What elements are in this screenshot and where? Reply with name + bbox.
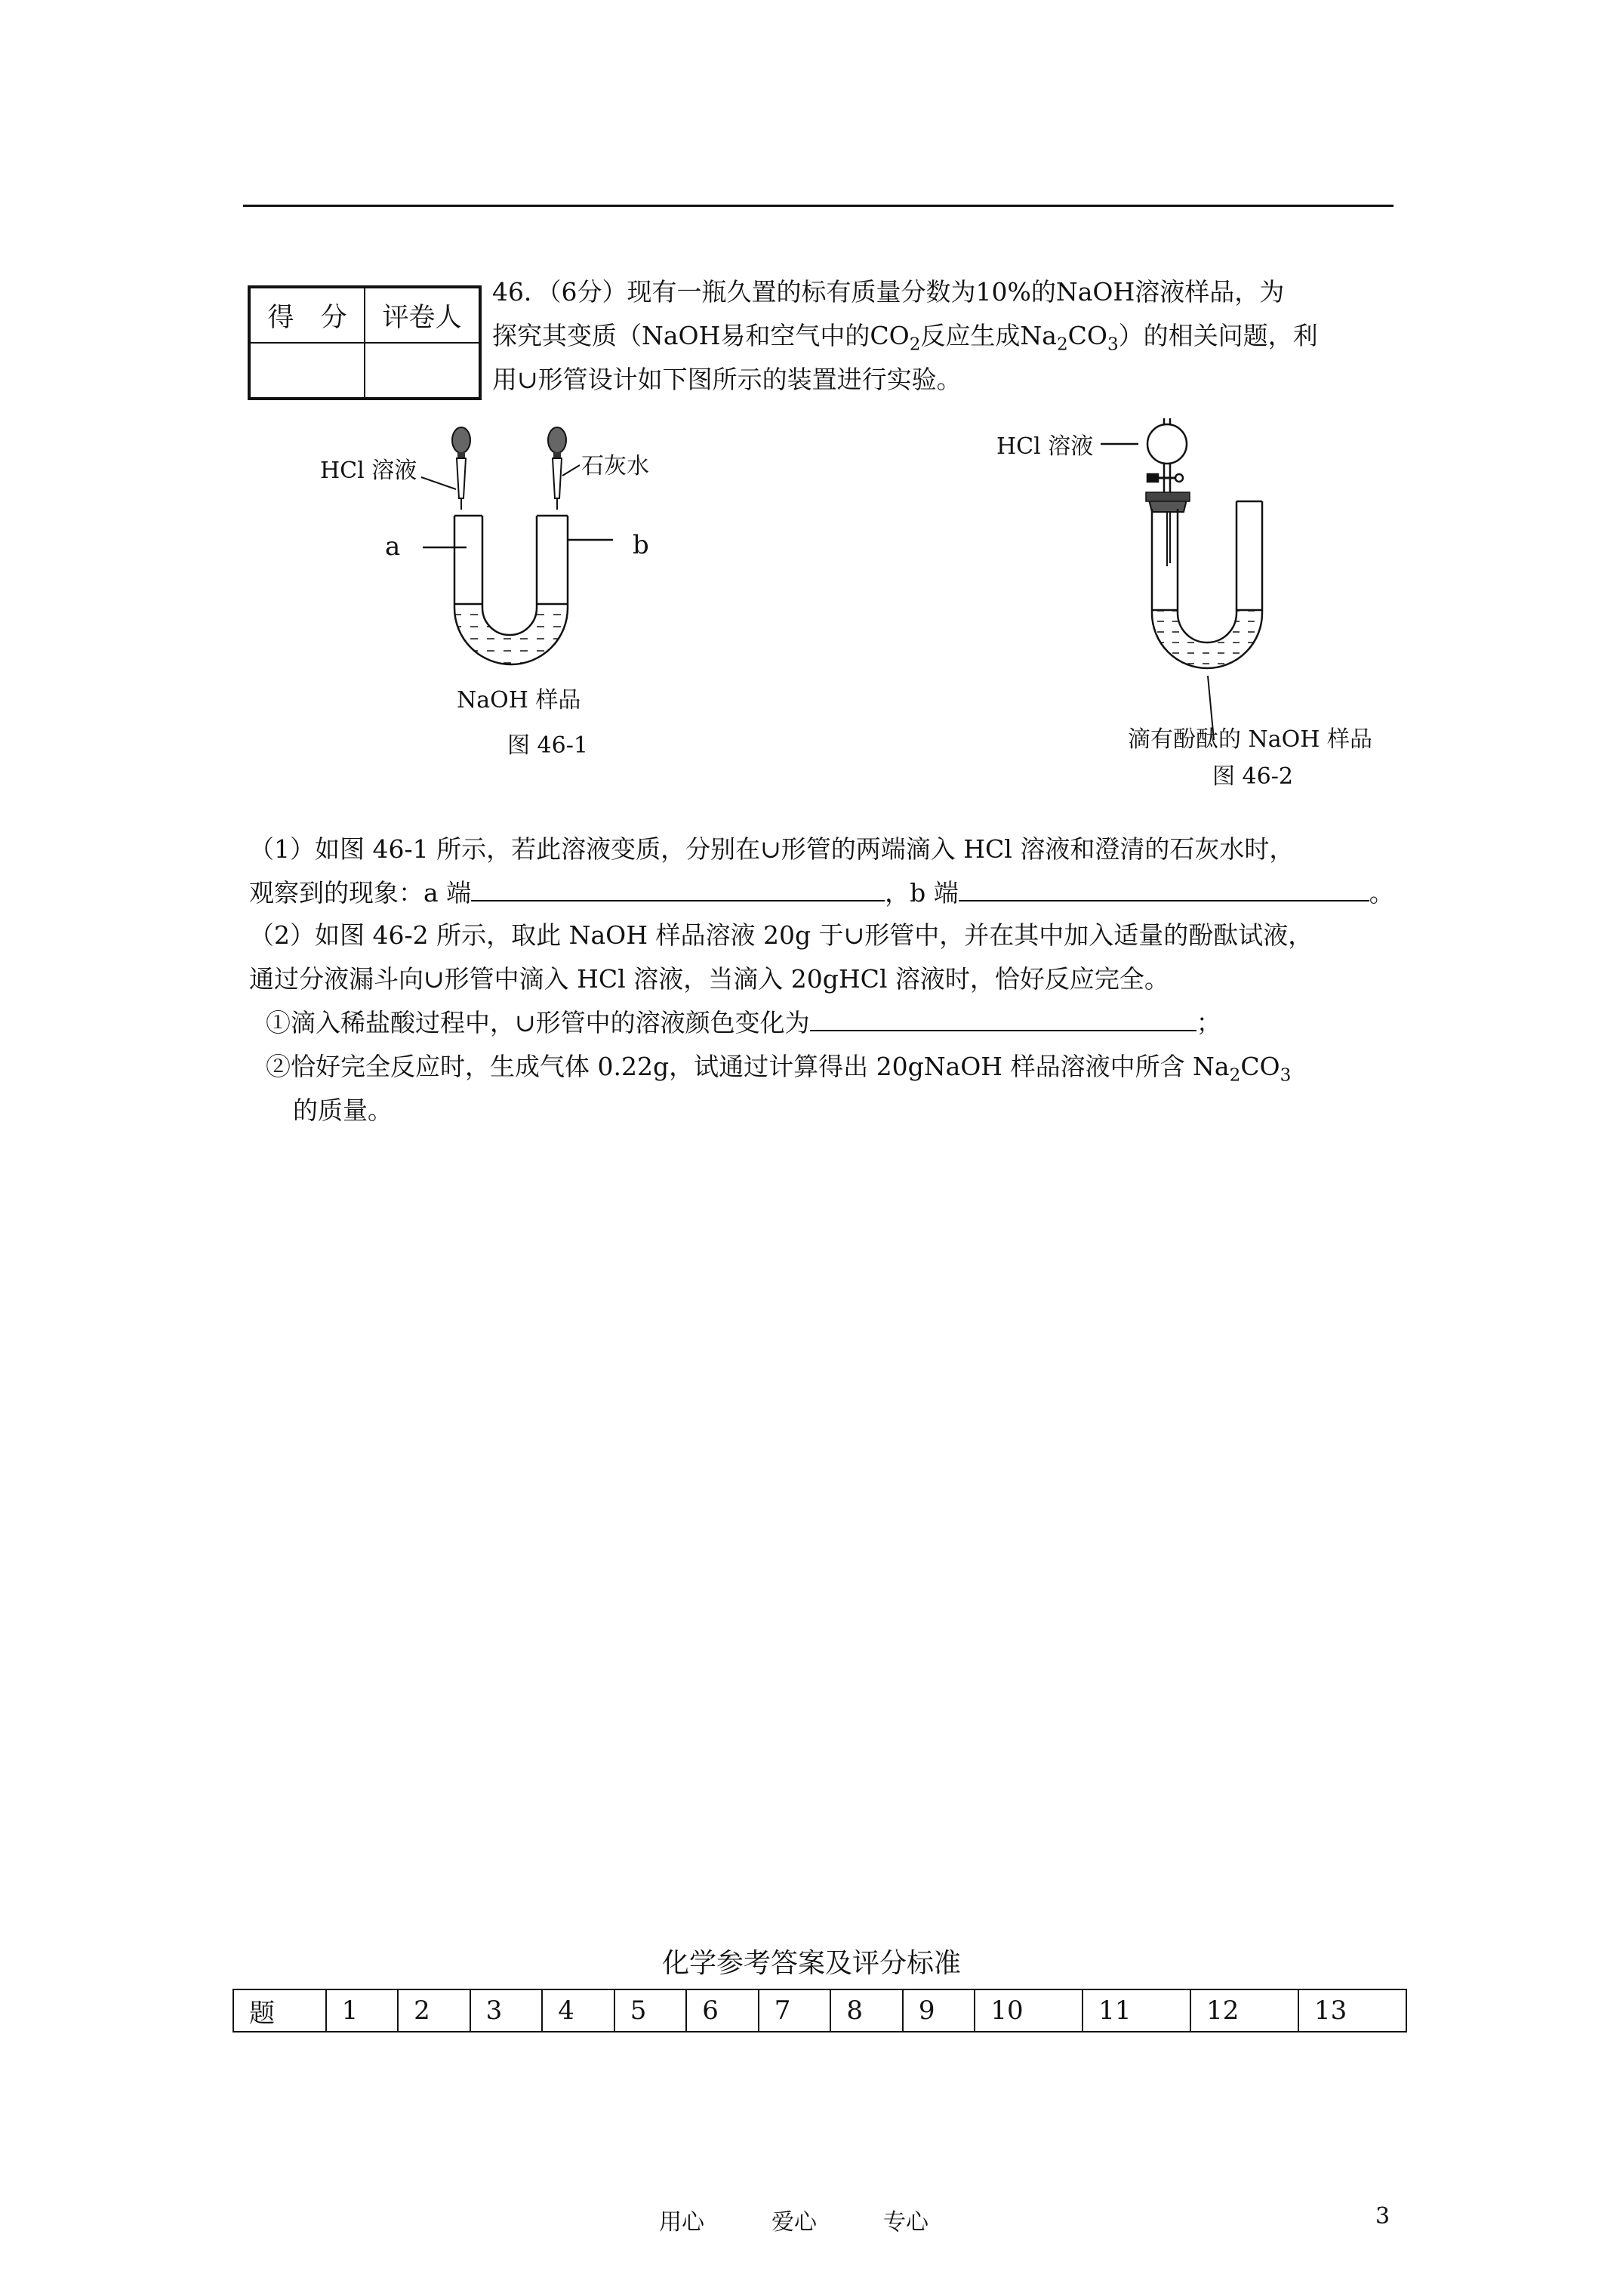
fig1-hcl-label: HCl 溶液: [320, 458, 417, 484]
answer-table-cell: 6: [686, 1989, 759, 2032]
answer-blank-color[interactable]: [810, 1006, 1196, 1031]
grader-label: 评卷人: [365, 287, 480, 343]
part1-line-1: （1）如图 46-1 所示，若此溶液变质，分别在∪形管的两端滴入 HCl 溶液和澄清的石灰水时，: [249, 834, 1295, 864]
header-rule: [243, 205, 1394, 207]
answer-table: [233, 1989, 1407, 2032]
fig1-sample-label: NaOH 样品: [457, 687, 581, 713]
naoh-phenolphthalein-liquid: [1152, 610, 1262, 668]
answer-table-header-cell: 题: [233, 1989, 326, 2032]
page-number: 3: [1375, 2203, 1390, 2230]
fig1-b-label: b: [633, 530, 649, 560]
score-box: [248, 285, 482, 400]
part2-sub-2-line-2: 的质量。: [293, 1096, 393, 1125]
fig2-caption: 图 46-2: [1212, 763, 1293, 790]
answer-table-cell: 9: [903, 1989, 975, 2032]
question-line-3: 用∪形管设计如下图所示的装置进行实验。: [492, 365, 962, 394]
answer-table-cell: 8: [830, 1989, 903, 2032]
part2-sub-1: ①滴入稀盐酸过程中，∪形管中的溶液颜色变化为 ；: [266, 1001, 1221, 1045]
answer-table-cell: 13: [1298, 1989, 1406, 2032]
answer-table-cell: 12: [1190, 1989, 1298, 2032]
part1-line-2: 观察到的现象：a 端 ，b 端 。: [249, 871, 1394, 915]
answer-table-cell: 1: [326, 1989, 399, 2032]
answer-table-row: [233, 1989, 1406, 2032]
part2-line-1: （2）如图 46-2 所示，取此 NaOH 样品溶液 20g 于∪形管中，并在其中加入适量的酚酞试液，: [249, 920, 1313, 950]
separatory-funnel-icon: [1147, 418, 1187, 492]
dropper-right-icon: [548, 427, 566, 510]
figure-46-1: [302, 415, 725, 770]
answer-blank-b[interactable]: [959, 876, 1369, 901]
answer-table-cell: 7: [759, 1989, 831, 2032]
answer-table-cell: 10: [975, 1989, 1083, 2032]
footer-word-3: 专心: [883, 2209, 929, 2236]
answer-table-cell: 5: [614, 1989, 687, 2032]
fig1-limewater-label: 石灰水: [581, 453, 649, 479]
answer-table-cell: 11: [1083, 1989, 1190, 2032]
answer-table-cell: 2: [398, 1989, 470, 2032]
fig1-caption: 图 46-1: [507, 732, 588, 759]
fig1-a-label: a: [385, 532, 401, 562]
grader-cell: [365, 343, 480, 399]
part2-line-2: 通过分液漏斗向∪形管中滴入 HCl 溶液，当滴入 20gHCl 溶液时，恰好反应完全。: [249, 964, 1169, 994]
answer-table-cell: 4: [542, 1989, 614, 2032]
score-label: 得 分: [249, 287, 365, 343]
answer-section-title: 化学参考答案及评分标准: [661, 1948, 961, 1979]
answer-blank-a[interactable]: [471, 876, 885, 901]
dropper-left-icon: [452, 427, 470, 510]
footer-word-2: 爱心: [771, 2209, 817, 2236]
footer-word-1: 用心: [659, 2209, 704, 2236]
fig2-sample-label: 滴有酚酞的 NaOH 样品: [1128, 726, 1372, 753]
question-line-1: 46．（6分）现有一瓶久置的标有质量分数为10%的NaOH溶液样品，为: [492, 277, 1285, 307]
fig2-hcl-label: HCl 溶液: [996, 433, 1094, 460]
part2-sub-2: ②恰好完全反应时，生成气体 0.22g，试通过计算得出 20gNaOH 样品溶液中所含 $Na_2CO_3$: [266, 1052, 1292, 1086]
score-cell: [249, 343, 365, 399]
answer-table-cell: 3: [470, 1989, 543, 2032]
question-line-2: 探究其变质（NaOH易和空气中的$CO_2$反应生成$Na_2CO_3$）的相关问题，利: [492, 321, 1318, 355]
figure-46-2: [989, 415, 1412, 793]
